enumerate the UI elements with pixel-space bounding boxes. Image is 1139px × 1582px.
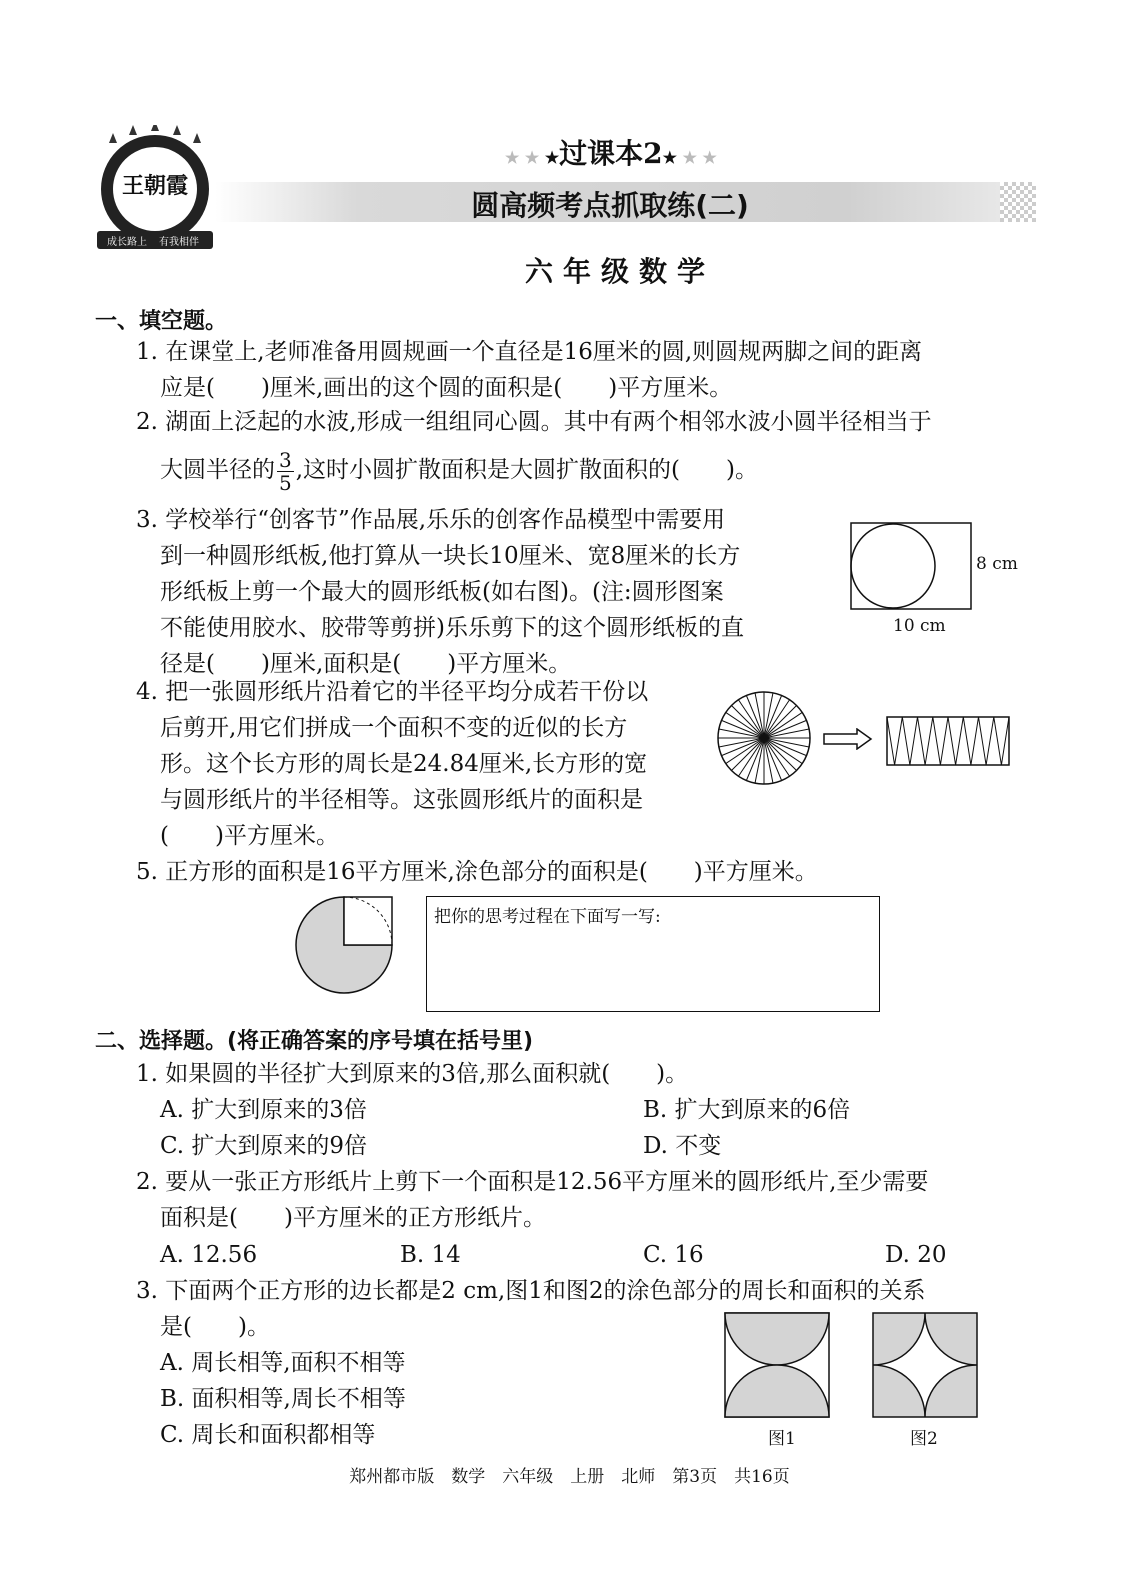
logo-text: 王朝霞 xyxy=(121,173,188,199)
q3-line1: 3. 学校举行“创客节”作品展,乐乐的创客作品模型中需要用 xyxy=(136,507,726,533)
q1-line2: 应是( )厘米,画出的这个圆的面积是( )平方厘米。 xyxy=(160,375,733,401)
q3-line5: 径是( )厘米,面积是( )平方厘米。 xyxy=(160,651,572,677)
fraction: $\frac{3}{5}$ xyxy=(279,447,292,495)
work-box-prompt: 把你的思考过程在下面写一写: xyxy=(434,907,661,927)
q1-line1: 1. 在课堂上,老师准备用圆规画一个直径是16厘米的圆,则圆规两脚之间的距离 xyxy=(136,339,923,365)
s2-q3-option-b: B. 面积相等,周长不相等 xyxy=(160,1386,406,1412)
q3-line2: 到一种圆形纸板,他打算从一块长10厘米、宽8厘米的长方 xyxy=(160,543,741,569)
star-icon: ★ xyxy=(662,148,677,167)
q2-line1: 2. 湖面上泛起的水波,形成一组组同心圆。其中有两个相邻水波小圆半径相当于 xyxy=(136,409,932,435)
logo-ribbon-left: 成长路上 xyxy=(107,237,147,248)
s2-q2-line2: 面积是( )平方厘米的正方形纸片。 xyxy=(160,1205,546,1231)
q3-line4: 不能使用胶水、胶带等剪拼)乐乐剪下的这个圆形纸板的直 xyxy=(160,615,744,641)
section-heading-choice: 二、选择题。(将正确答案的序号填在括号里) xyxy=(95,1029,534,1054)
title-banner-checker xyxy=(1000,182,1036,222)
page-footer: 郑州都市版 数学 六年级 上册 北师 第3页 共16页 xyxy=(349,1467,790,1487)
q5-line1: 5. 正方形的面积是16平方厘米,涂色部分的面积是( )平方厘米。 xyxy=(136,859,818,885)
star-icon: ★ ★ xyxy=(505,148,545,167)
q4-line1: 4. 把一张圆形纸片沿着它的半径平均分成若干份以 xyxy=(136,679,649,705)
s2-q1-option-d: D. 不变 xyxy=(643,1133,722,1159)
s2-q2-option-d: D. 20 xyxy=(885,1242,947,1268)
s2-q1-stem: 1. 如果圆的半径扩大到原来的3倍,那么面积就( )。 xyxy=(136,1061,689,1087)
logo-ribbon-right: 有我相伴 xyxy=(159,237,199,248)
arrow-right-icon xyxy=(823,728,873,750)
figure-2-label: 图2 xyxy=(910,1429,938,1449)
figure-1-label: 图1 xyxy=(768,1429,796,1449)
page-title: 圆高频考点抓取练(二) xyxy=(471,189,749,222)
star-icon: ★ xyxy=(544,148,560,167)
series-tag: ★ ★ ★过课本2★ ★ ★ xyxy=(505,137,717,170)
s2-q3-line1: 3. 下面两个正方形的边长都是2 cm,图1和图2的涂色部分的周长和面积的关系 xyxy=(136,1278,926,1304)
s2-q2-line1: 2. 要从一张正方形纸片上剪下一个面积是12.56平方厘米的圆形纸片,至少需要 xyxy=(136,1169,929,1195)
s2-q3-line2: 是( )。 xyxy=(160,1314,270,1340)
q2-line2: 大圆半径的 $\frac{3}{5}$ ,这时小圆扩散面积是大圆扩散面积的( )。 xyxy=(160,447,758,495)
rearranged-rectangle-figure xyxy=(886,716,1010,766)
sector-circle-figure xyxy=(716,690,812,786)
s2-q1-option-c: C. 扩大到原来的9倍 xyxy=(160,1133,368,1159)
s2-q1-option-b: B. 扩大到原来的6倍 xyxy=(643,1097,851,1123)
fig-width-label: 10 cm xyxy=(893,616,946,636)
q4-line4: 与圆形纸片的半径相等。这张圆形纸片的面积是 xyxy=(160,787,643,813)
shaded-quarter-figure xyxy=(295,895,395,995)
section-heading-fill-blank: 一、填空题。 xyxy=(95,309,228,334)
s2-q2-option-a: A. 12.56 xyxy=(160,1242,258,1268)
q4-line3: 形。这个长方形的周长是24.84厘米,长方形的宽 xyxy=(160,751,648,777)
publisher-logo xyxy=(95,125,215,255)
rectangle-circle-figure xyxy=(850,522,972,610)
q4-line5: ( )平方厘米。 xyxy=(160,823,339,849)
subject-title: 六年级数学 xyxy=(524,255,715,288)
s2-q1-option-a: A. 扩大到原来的3倍 xyxy=(160,1097,367,1123)
s2-q2-option-c: C. 16 xyxy=(643,1242,704,1268)
fig-height-label: 8 cm xyxy=(976,554,1018,574)
q4-line2: 后剪开,用它们拼成一个面积不变的近似的长方 xyxy=(160,715,628,741)
s2-q2-option-b: B. 14 xyxy=(400,1242,461,1268)
star-icon: ★ ★ xyxy=(677,148,717,167)
s2-q3-option-c: C. 周长和面积都相等 xyxy=(160,1422,376,1448)
figure-1 xyxy=(724,1312,830,1418)
figure-2 xyxy=(872,1312,978,1418)
q3-line3: 形纸板上剪一个最大的圆形纸板(如右图)。(注:圆形图案 xyxy=(160,579,724,605)
s2-q3-option-a: A. 周长相等,面积不相等 xyxy=(160,1350,406,1376)
